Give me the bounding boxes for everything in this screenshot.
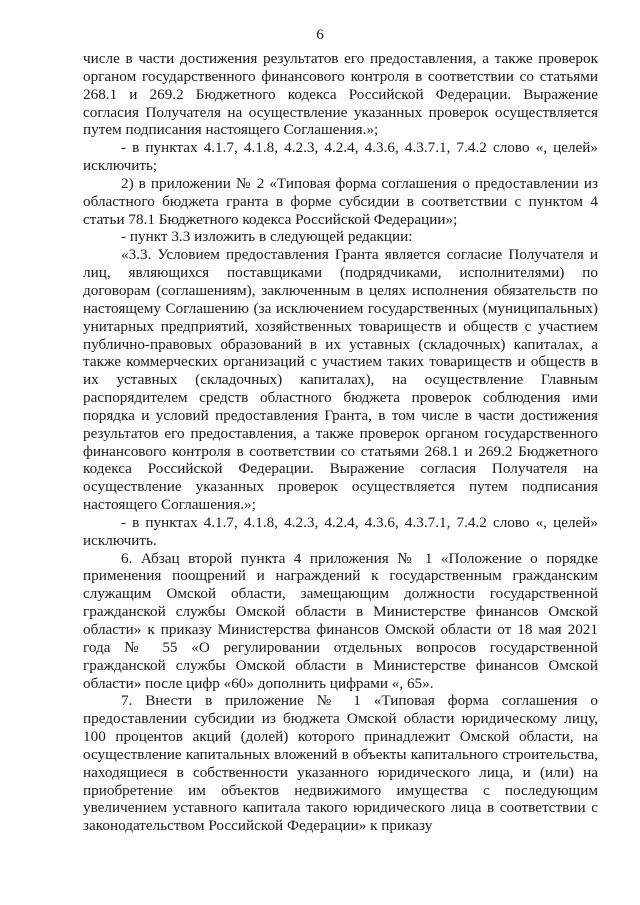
document-body xyxy=(83,50,598,835)
paragraph-appendix-2: 2) в приложении № 2 «Типовая форма соглашения о предоставлении из областного бюджета гранта в форме субсидии в соответствии с пунктом 4 статьи 78.1 Бюджетного кодекса Российской Федерации»; xyxy=(83,174,598,228)
paragraph-item-6: 6. Абзац второй пункта 4 приложения № 1 «Положение о порядке применения поощрений и награждений к государственным гражданским служащим Омской области, замещающим должности государственной гражданской службы Омской области в Министерстве финансов Омской области» к приказу Министерства финансов Омской области от 18 мая 2021 года № 55 «О регулировании отдельных вопросов государственной гражданской службы Омской области в Министерстве финансов Омской области» после цифр «60» дополнить цифрами «, 65». xyxy=(83,549,598,692)
paragraph-exclude-word-2: - в пунктах 4.1.7, 4.1.8, 4.2.3, 4.2.4, 4.3.6, 4.3.7.1, 7.4.2 слово «, целей» исключить. xyxy=(83,513,598,549)
page-number: 6 xyxy=(316,27,324,43)
paragraph-continuation: числе в части достижения результатов его предоставления, а также проверок органом государственного финансового контроля в соответствии со статьями 268.1 и 269.2 Бюджетного кодекса Российской Федерации. Выражение согласия Получателя на осуществление указанных проверок осуществляется путем подписания настоящего Соглашения.»; xyxy=(83,50,598,139)
paragraph-point-3-3-intro: - пункт 3.3 изложить в следующей редакции: xyxy=(121,228,413,246)
paragraph-exclude-word-1: - в пунктах 4.1.7, 4.1.8, 4.2.3, 4.2.4, 4.3.6, 4.3.7.1, 7.4.2 слово «, целей» исключить; xyxy=(83,139,598,175)
paragraph-point-3-3-text: «3.3. Условием предоставления Гранта является согласие Получателя и лиц, являющихся поставщиками (подрядчиками, исполнителями) по договорам (соглашениям), заключенным в целях исполнения обязательств по настоящему Соглашению (за исключением государственных (муниципальных) унитарных предприятий, хозяйственных товариществ и обществ с участием публично-правовых образований в их уставных (складочных) капиталах, а также коммерческих организаций с участием таких товариществ и обществ в их уставных (складочных) капиталах), на осуществление Главным распорядителем средств областного бюджета проверок соблюдения ими порядка и условий предоставления Гранта, в том числе в части достижения результатов его предоставления, а также проверок органом государственного финансового контроля в соответствии со статьями 268.1 и 269.2 Бюджетного кодекса Российской Федерации. Выражение согласия Получателя на осуществление указанных проверок осуществляется путем подписания настоящего Соглашения.»; xyxy=(83,246,598,514)
paragraph-item-7: 7. Внести в приложение № 1 «Типовая форма соглашения о предоставлении субсидии из бюджета Омской области юридическому лицу, 100 процентов акций (долей) которого принадлежит Омской области, на осуществление капитальных вложений в объекты капитального строительства, находящиеся в собственности указанного юридического лица, и (или) на приобретение им объектов недвижимого имущества с последующим увеличением уставного капитала такого юридического лица в соответствии с законодательством Российской Федерации» к приказу xyxy=(83,692,598,835)
